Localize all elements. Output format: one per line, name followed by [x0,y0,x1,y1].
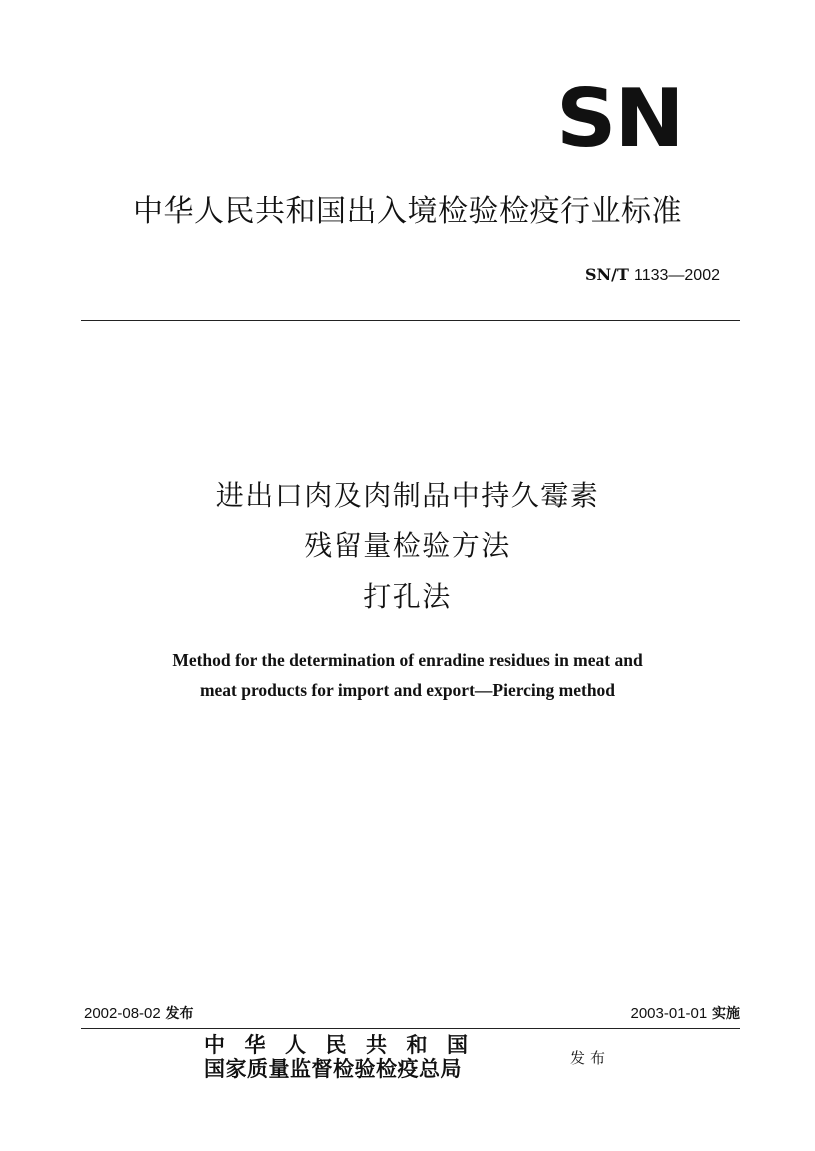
sn-logo: SN [556,72,683,165]
document-title-line3: 打孔法 [363,580,452,613]
issuer-action: 发布 [570,1049,611,1067]
issuer-line1: 中华人民共和国 [204,1032,488,1057]
effective-date-label: 实施 [712,1006,740,1022]
english-title-line1: Method for the determination of enradine residues in meat and [172,650,643,670]
issue-date [84,1003,194,1024]
standard-code-prefix: SN/T [584,265,629,284]
effective-date [630,1003,740,1024]
english-title-line2: meat products for import and export—Piercing method [199,680,616,700]
standard-category-title: 中华人民共和国出入境检验检疫行业标准 [133,194,682,229]
header-divider [81,320,740,321]
issuer-line2: 国家质量监督检验检疫总局 [204,1056,462,1081]
footer-divider [81,1028,740,1029]
standard-code [585,264,720,287]
document-title-line2: 残留量检验方法 [304,529,511,562]
issue-date-value: 2002-08-02 [84,1005,161,1022]
effective-date-value: 2003-01-01 [630,1005,708,1022]
standard-code-number: 1133—2002 [634,267,720,284]
document-title-line1: 进出口肉及肉制品中持久霉素 [215,479,600,512]
issue-date-label: 发布 [165,1006,194,1022]
